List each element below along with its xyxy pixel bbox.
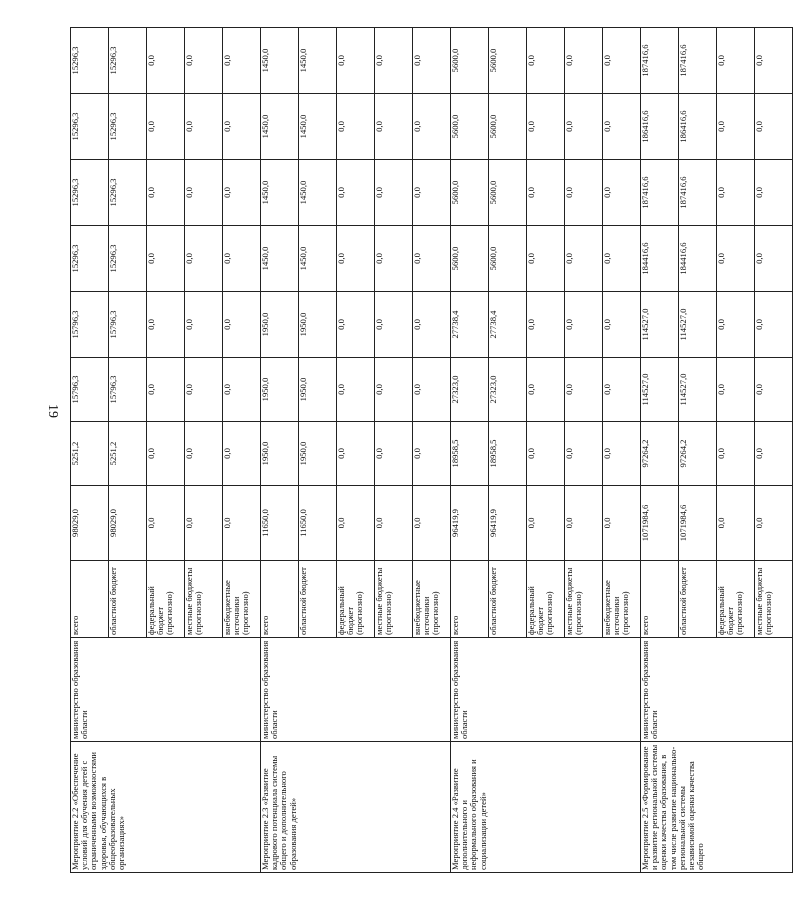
amount-cell: 96419,9 (451, 486, 489, 561)
funding-source: федеральный бюджет (прогнозно) (527, 561, 565, 638)
amount-cell: 0,0 (223, 292, 261, 358)
amount-cell: 0,0 (337, 160, 375, 226)
amount-cell: 0,0 (527, 292, 565, 358)
amount-cell: 0,0 (223, 358, 261, 422)
amount-cell: 0,0 (223, 94, 261, 160)
measure-name: Мероприятие 2.4 «Развитие дополнительного и неформального образования и социализации детей» (451, 742, 641, 873)
amount-cell: 0,0 (375, 28, 413, 94)
amount-cell: 0,0 (603, 292, 641, 358)
amount-cell: 0,0 (185, 28, 223, 94)
amount-cell: 0,0 (527, 160, 565, 226)
amount-cell: 11650,0 (261, 486, 299, 561)
amount-cell: 186416,6 (641, 94, 679, 160)
amount-cell: 187416,6 (641, 28, 679, 94)
amount-cell: 0,0 (337, 486, 375, 561)
amount-cell: 184416,6 (679, 226, 717, 292)
amount-cell: 0,0 (565, 422, 603, 486)
amount-cell: 5600,0 (451, 226, 489, 292)
amount-cell: 0,0 (337, 94, 375, 160)
amount-cell: 1950,0 (299, 358, 337, 422)
amount-cell: 15796,3 (109, 358, 147, 422)
amount-cell: 0,0 (413, 292, 451, 358)
amount-cell: 1450,0 (261, 160, 299, 226)
amount-cell: 1071984,6 (679, 486, 717, 561)
amount-cell: 0,0 (603, 160, 641, 226)
amount-cell: 0,0 (375, 94, 413, 160)
amount-cell: 0,0 (185, 486, 223, 561)
table-row (641, 28, 679, 873)
funding-source: федеральный бюджет (прогнозно) (147, 561, 185, 638)
amount-cell: 18958,5 (451, 422, 489, 486)
amount-cell: 0,0 (565, 28, 603, 94)
funding-source: федеральный бюджет (прогнозно) (337, 561, 375, 638)
amount-cell: 97264,2 (641, 422, 679, 486)
amount-cell: 0,0 (147, 160, 185, 226)
amount-cell: 0,0 (223, 422, 261, 486)
amount-cell: 27738,4 (489, 292, 527, 358)
amount-cell: 15796,3 (71, 358, 109, 422)
amount-cell: 187416,6 (679, 28, 717, 94)
amount-cell: 0,0 (717, 94, 755, 160)
amount-cell: 0,0 (603, 486, 641, 561)
amount-cell: 0,0 (185, 94, 223, 160)
amount-cell: 0,0 (717, 28, 755, 94)
amount-cell: 0,0 (717, 422, 755, 486)
funding-source: местные бюджеты (прогнозно) (375, 561, 413, 638)
amount-cell: 0,0 (565, 292, 603, 358)
amount-cell: 0,0 (413, 358, 451, 422)
amount-cell: 0,0 (565, 358, 603, 422)
funding-source: областной бюджет (109, 561, 147, 638)
amount-cell: 0,0 (527, 358, 565, 422)
table-body (71, 28, 793, 873)
amount-cell: 1950,0 (261, 292, 299, 358)
measure-name: Мероприятие 2.5 «Формирование и развитие региональной системы оценки качества образования, в том числе развитие национально-региональной системы независимой оценки качества общего (641, 742, 793, 873)
executor-name: министерство образования области (71, 638, 261, 742)
amount-cell: 1450,0 (299, 160, 337, 226)
funding-source: всего (71, 561, 109, 638)
budget-table (70, 27, 793, 873)
amount-cell: 0,0 (147, 358, 185, 422)
amount-cell: 114527,0 (641, 292, 679, 358)
amount-cell: 0,0 (147, 28, 185, 94)
amount-cell: 15296,3 (71, 226, 109, 292)
amount-cell: 5600,0 (489, 226, 527, 292)
amount-cell: 0,0 (375, 422, 413, 486)
amount-cell: 0,0 (603, 28, 641, 94)
amount-cell: 0,0 (755, 358, 793, 422)
amount-cell: 0,0 (375, 160, 413, 226)
amount-cell: 5600,0 (451, 160, 489, 226)
amount-cell: 114527,0 (679, 292, 717, 358)
table-row (71, 28, 109, 873)
funding-source: областной бюджет (489, 561, 527, 638)
amount-cell: 5600,0 (451, 94, 489, 160)
amount-cell: 0,0 (413, 486, 451, 561)
amount-cell: 184416,6 (641, 226, 679, 292)
table-row (451, 28, 489, 873)
amount-cell: 15296,3 (109, 94, 147, 160)
amount-cell: 0,0 (185, 292, 223, 358)
amount-cell: 27323,0 (489, 358, 527, 422)
amount-cell: 0,0 (337, 28, 375, 94)
amount-cell: 0,0 (223, 486, 261, 561)
amount-cell: 0,0 (527, 226, 565, 292)
amount-cell: 0,0 (375, 292, 413, 358)
amount-cell: 15296,3 (71, 28, 109, 94)
amount-cell: 15296,3 (109, 226, 147, 292)
funding-source: областной бюджет (679, 561, 717, 638)
measure-name: Мероприятие 2.2 «Обеспечение условий для обучения детей с ограниченными возможностями здоровья, обучающихся в общеобразовательных организациях» (71, 742, 261, 873)
amount-cell: 0,0 (565, 160, 603, 226)
amount-cell: 0,0 (565, 226, 603, 292)
amount-cell: 1950,0 (299, 292, 337, 358)
amount-cell: 0,0 (603, 94, 641, 160)
amount-cell: 96419,9 (489, 486, 527, 561)
amount-cell: 0,0 (147, 94, 185, 160)
amount-cell: 0,0 (603, 226, 641, 292)
amount-cell: 0,0 (565, 486, 603, 561)
amount-cell: 5600,0 (489, 94, 527, 160)
amount-cell: 0,0 (755, 94, 793, 160)
funding-source: всего (261, 561, 299, 638)
amount-cell: 0,0 (755, 160, 793, 226)
amount-cell: 0,0 (755, 292, 793, 358)
amount-cell: 114527,0 (679, 358, 717, 422)
amount-cell: 1450,0 (261, 94, 299, 160)
amount-cell: 1950,0 (261, 422, 299, 486)
amount-cell: 0,0 (413, 28, 451, 94)
amount-cell: 5600,0 (489, 28, 527, 94)
amount-cell: 0,0 (185, 226, 223, 292)
amount-cell: 0,0 (147, 422, 185, 486)
amount-cell: 0,0 (755, 226, 793, 292)
amount-cell: 98029,0 (71, 486, 109, 561)
amount-cell: 0,0 (147, 226, 185, 292)
amount-cell: 114527,0 (641, 358, 679, 422)
amount-cell: 15796,3 (71, 292, 109, 358)
amount-cell: 0,0 (755, 28, 793, 94)
executor-name: министерство образования области (451, 638, 641, 742)
amount-cell: 186416,6 (679, 94, 717, 160)
amount-cell: 0,0 (223, 226, 261, 292)
amount-cell: 0,0 (185, 358, 223, 422)
amount-cell: 0,0 (185, 422, 223, 486)
amount-cell: 0,0 (603, 358, 641, 422)
amount-cell: 187416,6 (641, 160, 679, 226)
amount-cell: 0,0 (527, 486, 565, 561)
amount-cell: 0,0 (375, 226, 413, 292)
amount-cell: 5251,2 (109, 422, 147, 486)
amount-cell: 5600,0 (451, 28, 489, 94)
amount-cell: 0,0 (717, 486, 755, 561)
amount-cell: 0,0 (375, 486, 413, 561)
funding-source: внебюджетные источники (прогнозно) (413, 561, 451, 638)
amount-cell: 15296,3 (109, 28, 147, 94)
amount-cell: 0,0 (527, 422, 565, 486)
rotated-page-content (70, 28, 774, 873)
funding-source: местные бюджеты (прогнозно) (755, 561, 793, 638)
amount-cell: 1950,0 (261, 358, 299, 422)
amount-cell: 1450,0 (299, 226, 337, 292)
funding-source: областной бюджет (299, 561, 337, 638)
amount-cell: 0,0 (565, 94, 603, 160)
amount-cell: 1450,0 (299, 28, 337, 94)
amount-cell: 1450,0 (261, 28, 299, 94)
amount-cell: 15296,3 (109, 160, 147, 226)
amount-cell: 1071984,6 (641, 486, 679, 561)
funding-source: внебюджетные источники (прогнозно) (603, 561, 641, 638)
measure-name: Мероприятие 2.3 «Развитие кадрового потенциала системы общего и дополнительного образования детей» (261, 742, 451, 873)
amount-cell: 0,0 (717, 160, 755, 226)
amount-cell: 15296,3 (71, 94, 109, 160)
funding-source: местные бюджеты (прогнозно) (185, 561, 223, 638)
amount-cell: 5600,0 (489, 160, 527, 226)
amount-cell: 0,0 (755, 422, 793, 486)
page-number: 19 (45, 404, 60, 418)
amount-cell: 187416,6 (679, 160, 717, 226)
funding-source: всего (451, 561, 489, 638)
amount-cell: 15296,3 (71, 160, 109, 226)
amount-cell: 0,0 (413, 160, 451, 226)
amount-cell: 18958,5 (489, 422, 527, 486)
amount-cell: 0,0 (337, 292, 375, 358)
amount-cell: 0,0 (717, 226, 755, 292)
amount-cell: 27323,0 (451, 358, 489, 422)
amount-cell: 0,0 (717, 292, 755, 358)
amount-cell: 0,0 (413, 94, 451, 160)
amount-cell: 11650,0 (299, 486, 337, 561)
amount-cell: 0,0 (603, 422, 641, 486)
funding-source: местные бюджеты (прогнозно) (565, 561, 603, 638)
table-row (261, 28, 299, 873)
amount-cell: 0,0 (337, 422, 375, 486)
amount-cell: 0,0 (337, 358, 375, 422)
amount-cell: 0,0 (223, 160, 261, 226)
amount-cell: 27738,4 (451, 292, 489, 358)
amount-cell: 5251,2 (71, 422, 109, 486)
amount-cell: 0,0 (527, 28, 565, 94)
amount-cell: 0,0 (717, 358, 755, 422)
amount-cell: 0,0 (527, 94, 565, 160)
funding-source: внебюджетные источники (прогнозно) (223, 561, 261, 638)
amount-cell: 98029,0 (109, 486, 147, 561)
amount-cell: 0,0 (755, 486, 793, 561)
amount-cell: 0,0 (223, 28, 261, 94)
amount-cell: 0,0 (147, 486, 185, 561)
amount-cell: 1450,0 (261, 226, 299, 292)
funding-source: всего (641, 561, 679, 638)
executor-name: министерство образования области (261, 638, 451, 742)
executor-name: министерство образования области (641, 638, 793, 742)
amount-cell: 15796,3 (109, 292, 147, 358)
amount-cell: 0,0 (413, 422, 451, 486)
amount-cell: 0,0 (147, 292, 185, 358)
amount-cell: 0,0 (185, 160, 223, 226)
amount-cell: 1450,0 (299, 94, 337, 160)
funding-source: федеральный бюджет (прогнозно) (717, 561, 755, 638)
amount-cell: 97264,2 (679, 422, 717, 486)
amount-cell: 1950,0 (299, 422, 337, 486)
amount-cell: 0,0 (375, 358, 413, 422)
amount-cell: 0,0 (413, 226, 451, 292)
amount-cell: 0,0 (337, 226, 375, 292)
